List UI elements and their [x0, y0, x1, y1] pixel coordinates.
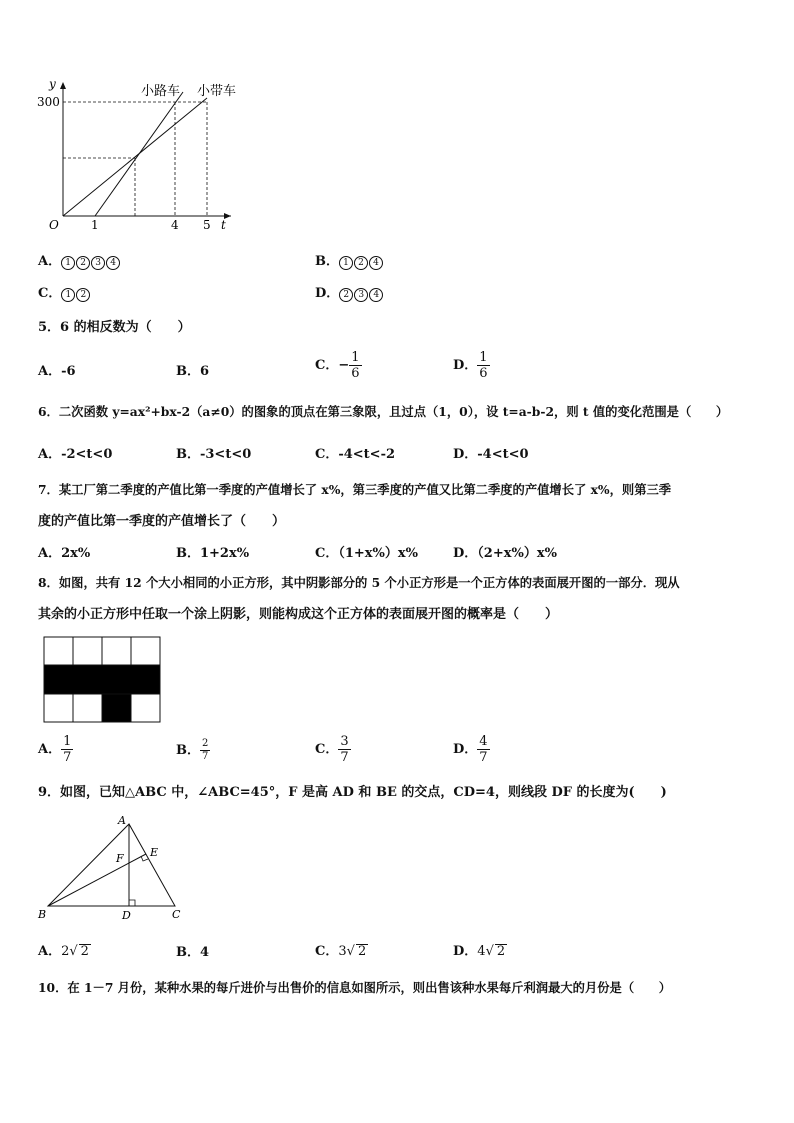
fraction: $\frac{3}{7}$: [340, 734, 349, 765]
q4-option-d[interactable]: D． 2 3 4: [315, 282, 384, 302]
q5-option-b[interactable]: B．6: [176, 364, 210, 379]
point-d: D: [122, 909, 131, 922]
q7-option-d[interactable]: D．（2+x%）x%: [453, 546, 557, 561]
q7-option-a[interactable]: A．2x%: [38, 546, 91, 561]
fraction: $\frac{1}{6}$: [479, 350, 488, 381]
q8-stem-line1: 8．如图，共有 12 个大小相同的小正方形，其中阴影部分的 5 个小正方形是一个正方体的表面展开图的一部分．现从: [38, 575, 680, 590]
q6-option-a[interactable]: A．-2<t<0: [38, 447, 113, 462]
q7-option-b[interactable]: B．1+2x%: [176, 546, 250, 561]
origin-label: O: [49, 218, 59, 232]
point-b: B: [38, 908, 47, 921]
q9-option-a[interactable]: A．2√ 2: [38, 944, 89, 959]
q6-option-c[interactable]: C．-4<t<-2: [315, 447, 396, 462]
square-grid-figure: [43, 636, 163, 724]
q9-option-d[interactable]: D．4√ 2: [453, 944, 506, 959]
point-a: A: [118, 814, 126, 827]
q7-stem-line1: 7．某工厂第二季度的产值比第一季度的产值增长了 x%，第三季度的产值又比第二季度的产值增长了 x%，则第三季: [38, 482, 672, 497]
q8-option-c[interactable]: C． $\frac{3}{7}$: [315, 734, 349, 765]
q6-stem: 6．二次函数 y=ax²+bx-2（a≠0）的图象的顶点在第三象限，且过点（1，0），设 t=a-b-2，则 t 值的变化范围是（ ）: [38, 404, 729, 419]
q8-option-a[interactable]: A． $\frac{1}{7}$: [38, 734, 72, 765]
q9-stem: 9．如图，已知△ABC 中，∠ABC=45°，F 是高 AD 和 BE 的交点，CD=4，则线段 DF 的长度为( ): [38, 785, 667, 800]
x-axis-label: t: [221, 218, 226, 232]
q5-stem: 5．6 的相反数为（ ）: [38, 320, 191, 335]
line1-label: 小路车: [141, 84, 181, 99]
q5-option-d[interactable]: D． $\frac{1}{6}$: [453, 350, 488, 381]
q5-option-c[interactable]: C．− $\frac{1}{6}$: [315, 350, 360, 381]
y-tick-300: 300: [37, 95, 60, 109]
q7-stem-line2: 度的产值比第一季度的产值增长了（ ）: [38, 514, 286, 529]
triangle-figure: [36, 812, 196, 924]
point-f: F: [116, 852, 124, 865]
q6-option-d[interactable]: D．-4<t<0: [453, 447, 529, 462]
line2-label: 小带车: [197, 84, 237, 99]
y-axis-label: y: [49, 78, 56, 91]
q9-option-c[interactable]: C．3√ 2: [315, 944, 367, 959]
q6-option-b[interactable]: B．-3<t<0: [176, 447, 252, 462]
q8-option-b[interactable]: B． $\frac{2}{7}$: [176, 738, 209, 762]
fraction: $\frac{4}{7}$: [479, 734, 488, 765]
q7-option-c[interactable]: C．（1+x%）x%: [315, 546, 418, 561]
q9-option-b[interactable]: B．4: [176, 945, 210, 960]
x-tick-5: 5: [203, 218, 211, 232]
point-e: E: [150, 846, 159, 859]
q4-option-b[interactable]: B． 1 2 4: [315, 250, 384, 270]
line-xiaolu: [95, 92, 183, 216]
q8-stem-line2: 其余的小正方形中任取一个涂上阴影，则能构成这个正方体的表面展开图的概率是（ ）: [38, 607, 559, 622]
q5-option-a[interactable]: A．-6: [38, 364, 76, 379]
q4-option-a[interactable]: A． 1 2 3 4: [38, 250, 121, 270]
q8-option-d[interactable]: D． $\frac{4}{7}$: [453, 734, 488, 765]
q10-stem: 10．在 1－7 月份，某种水果的每斤进价与出售价的信息如图所示，则出售该种水果每斤利润最大的月份是（ ）: [38, 980, 672, 995]
fraction: $\frac{1}{7}$: [63, 734, 72, 765]
x-tick-4: 4: [171, 218, 179, 232]
fraction: $\frac{2}{7}$: [202, 738, 209, 762]
distance-time-graph: [35, 78, 255, 238]
point-c: C: [172, 908, 181, 921]
x-tick-1: 1: [91, 218, 99, 232]
fraction: $\frac{1}{6}$: [351, 350, 360, 381]
q4-option-c[interactable]: C． 1 2: [38, 282, 91, 302]
